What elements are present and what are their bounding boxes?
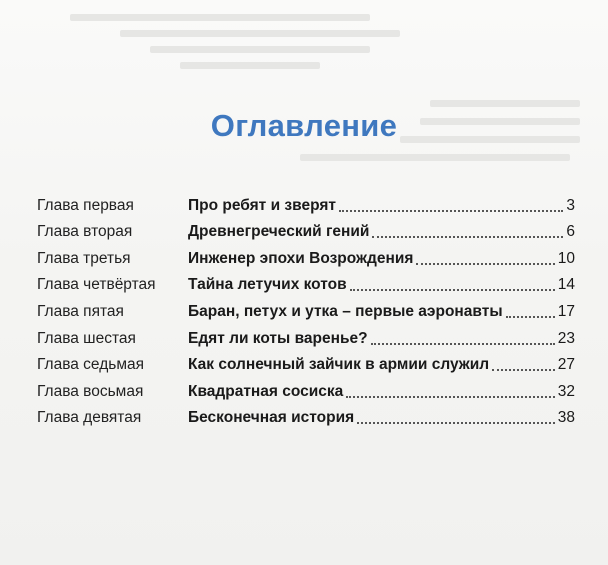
toc-entry [188,276,575,294]
toc-entry [188,383,575,401]
page-number: 17 [557,302,575,320]
dot-leader [339,210,563,212]
toc-entry [188,303,575,321]
page-number: 10 [557,249,575,267]
bleed-through-text [180,62,320,69]
toc-row [37,348,575,375]
chapter-title: Баран, петух и утка – первые аэронавты [188,302,503,320]
chapter-number: Глава девятая [37,409,142,427]
page-number: 6 [566,223,575,241]
bleed-through-text [430,100,580,107]
toc-entry [188,330,575,348]
toc-row [37,321,575,348]
chapter-number: Глава шестая [37,329,136,347]
dot-leader [372,236,563,238]
chapter-number: Глава третья [37,249,131,267]
dot-leader [371,343,555,345]
toc-entry [188,409,575,427]
bleed-through-text [70,14,370,21]
chapter-number: Глава вторая [37,223,133,241]
chapter-number: Глава пятая [37,302,124,320]
chapter-number: Глава четвёртая [37,276,156,294]
chapter-title: Бесконечная история [188,409,355,427]
dot-leader [506,316,555,318]
dot-leader [350,289,555,291]
page-number: 38 [557,409,575,427]
page-number: 14 [557,276,575,294]
chapter-title: Как солнечный зайчик в армии служил [188,356,490,374]
toc-entry [188,223,575,241]
dot-leader [357,422,555,424]
page-title: Оглавление [210,108,398,143]
page-number: 27 [557,356,575,374]
toc-row [37,268,575,295]
chapter-number: Глава первая [37,196,134,214]
chapter-title: Про ребят и зверят [188,196,336,214]
chapter-number: Глава седьмая [37,356,144,374]
page-number: 32 [557,382,575,400]
dot-leader [416,263,554,265]
toc-entry [188,250,575,268]
toc-row [37,401,575,428]
chapter-title: Квадратная сосиска [188,382,344,400]
toc-entry [188,356,575,374]
page-number: 23 [557,329,575,347]
page-number: 3 [566,196,575,214]
bleed-through-text [300,154,570,161]
table-of-contents [37,188,575,427]
toc-row [37,241,575,268]
toc-entry [188,197,575,215]
toc-row [37,294,575,321]
bleed-through-text [120,30,400,37]
chapter-title: Едят ли коты варенье? [188,329,368,347]
toc-row [37,215,575,242]
toc-row [37,188,575,215]
dot-leader [492,369,555,371]
dot-leader [346,396,554,398]
chapter-number: Глава восьмая [37,382,144,400]
bleed-through-text [150,46,370,53]
toc-row [37,374,575,401]
chapter-title: Инженер эпохи Возрождения [188,249,414,267]
chapter-title: Тайна летучих котов [188,276,347,294]
chapter-title: Древнегреческий гений [188,223,370,241]
